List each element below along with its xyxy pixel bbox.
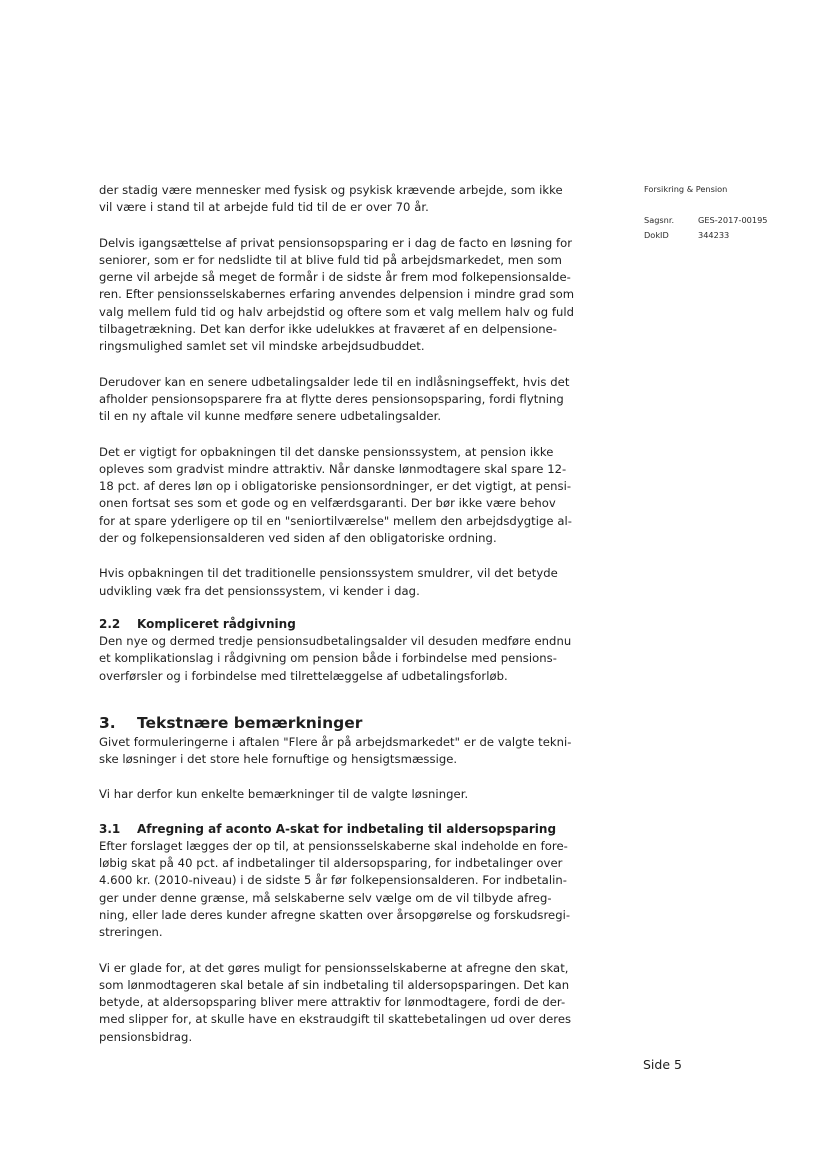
text-line: for at spare yderligere op til en "seniortilværelse" mellem den arbejdsdygtige al- bbox=[99, 513, 573, 528]
text-line: pensionsbidrag. bbox=[99, 1029, 193, 1044]
section-number: 3. bbox=[99, 713, 116, 732]
section-heading-2-2 bbox=[99, 616, 591, 633]
case-number-row bbox=[644, 213, 768, 228]
document-metadata bbox=[644, 184, 768, 243]
text-line: onen fortsat ses som et gode og en velfærdsgaranti. Der bør ikke være behov bbox=[99, 496, 556, 511]
text-line: med slipper for, at skulle have en ekstraudgift til skattebetalingen ud over deres bbox=[99, 1012, 572, 1027]
text-line: Hvis opbakningen til det traditionelle pensionssystem smuldrer, vil det betyde bbox=[99, 566, 558, 581]
text-line: overførsler og i forbindelse med tilrettelæggelse af udbetalingsforløb. bbox=[99, 668, 508, 683]
case-number-value: GES-2017-00195 bbox=[698, 215, 768, 225]
section-number: 2.2 bbox=[99, 616, 121, 631]
text-line: ning, eller lade deres kunder afregne skatten over årsopgørelse og forskudsregi- bbox=[99, 907, 571, 922]
text-line: Det er vigtigt for opbakningen til det danske pensionssystem, at pension ikke bbox=[99, 444, 554, 459]
text-line: der og folkepensionsalderen ved siden af den obligatoriske ordning. bbox=[99, 531, 497, 546]
text-line: ringsmulighed samlet set vil mindske arbejdsudbuddet. bbox=[99, 339, 425, 354]
text-line: valg mellem fuld tid og halv arbejdstid og oftere som et valg mellem halv og fuld bbox=[99, 304, 575, 319]
section-heading-3 bbox=[99, 713, 591, 733]
text-line: ske løsninger i det store hele fornuftige og hensigtsmæssige. bbox=[99, 752, 458, 767]
text-line: der stadig være mennesker med fysisk og psykisk krævende arbejde, som ikke bbox=[99, 183, 563, 197]
case-number-label: Sagsnr. bbox=[644, 215, 675, 225]
text-line: gerne vil arbejde så meget de formår i de sidste år frem mod folkepensionsalde- bbox=[99, 270, 571, 285]
text-line: Derudover kan en senere udbetalingsalder lede til en indlåsningseffekt, hvis det bbox=[99, 374, 570, 389]
text-line: seniorer, som er for nedslidte til at blive fuld tid på arbejdsmarkedet, men som bbox=[99, 252, 563, 267]
paragraph bbox=[99, 182, 591, 217]
section-title: Tekstnære bemærkninger bbox=[137, 713, 363, 732]
paragraph bbox=[99, 374, 591, 426]
paragraph bbox=[99, 633, 591, 685]
text-line: løbig skat på 40 pct. af indbetalinger til aldersopsparing, for indbetalinger over bbox=[99, 856, 563, 871]
text-line: Den nye og dermed tredje pensionsudbetalingsalder vil desuden medføre endnu bbox=[99, 633, 572, 648]
text-line: som lønmodtageren skal betale af sin indbetaling til aldersopsparingen. Det kan bbox=[99, 977, 570, 992]
text-line: Efter forslaget lægges der op til, at pensionsselskaberne skal indeholde en fore- bbox=[99, 838, 568, 853]
text-line: Vi har derfor kun enkelte bemærkninger til de valgte løsninger. bbox=[99, 787, 469, 802]
text-line: udvikling væk fra det pensionssystem, vi kender i dag. bbox=[99, 583, 420, 598]
text-line: Vi er glade for, at det gøres muligt for pensionsselskaberne at afregne den skat, bbox=[99, 960, 569, 975]
section-heading-3-1 bbox=[99, 821, 591, 838]
paragraph bbox=[99, 565, 591, 600]
text-line: streringen. bbox=[99, 925, 163, 940]
text-line: tilbagetrækning. Det kan derfor ikke udelukkes at fraværet af en delpensione- bbox=[99, 322, 558, 337]
text-line: betyde, at aldersopsparing bliver mere attraktiv for lønmodtagere, fordi de der- bbox=[99, 995, 566, 1010]
page-number: Side 5 bbox=[643, 1057, 682, 1072]
document-id-value: 344233 bbox=[698, 230, 730, 240]
text-line: 4.600 kr. (2010-niveau) i de sidste 5 år før folkepensionsalderen. For indbetalin- bbox=[99, 873, 567, 888]
document-id-row bbox=[644, 228, 768, 243]
section-number: 3.1 bbox=[99, 821, 121, 836]
section-title: Kompliceret rådgivning bbox=[137, 616, 296, 631]
document-id-label: DokID bbox=[644, 230, 669, 240]
paragraph bbox=[99, 786, 591, 803]
text-line: opleves som gradvist mindre attraktiv. Når danske lønmodtagere skal spare 12- bbox=[99, 461, 567, 476]
paragraph bbox=[99, 960, 591, 1046]
text-line: 18 pct. af deres løn op i obligatoriske pensionsordninger, er det vigtigt, at pensi- bbox=[99, 479, 572, 494]
text-line: ger under denne grænse, må selskaberne selv vælge om de vil tilbyde afreg- bbox=[99, 890, 552, 905]
text-line: et komplikationslag i rådgivning om pension både i forbindelse med pensions- bbox=[99, 651, 557, 666]
organization-name: Forsikring & Pension bbox=[644, 184, 728, 194]
text-line: vil være i stand til at arbejde fuld tid til de er over 70 år. bbox=[99, 200, 429, 215]
paragraph bbox=[99, 444, 591, 548]
text-line: afholder pensionsopsparere fra at flytte deres pensionsopsparing, fordi flytning bbox=[99, 391, 564, 406]
text-line: ren. Efter pensionsselskabernes erfaring anvendes delpension i mindre grad som bbox=[99, 287, 575, 302]
text-line: Givet formuleringerne i aftalen "Flere år på arbejdsmarkedet" er de valgte tekni- bbox=[99, 734, 572, 749]
text-line: Delvis igangsættelse af privat pensionsopsparing er i dag de facto en løsning for bbox=[99, 235, 573, 250]
document-body bbox=[99, 182, 591, 1046]
section-title: Afregning af aconto A-skat for indbetaling til aldersopsparing bbox=[137, 821, 557, 836]
paragraph bbox=[99, 734, 591, 769]
paragraph bbox=[99, 838, 591, 942]
paragraph bbox=[99, 235, 591, 356]
text-line: til en ny aftale vil kunne medføre senere udbetalingsalder. bbox=[99, 409, 442, 424]
